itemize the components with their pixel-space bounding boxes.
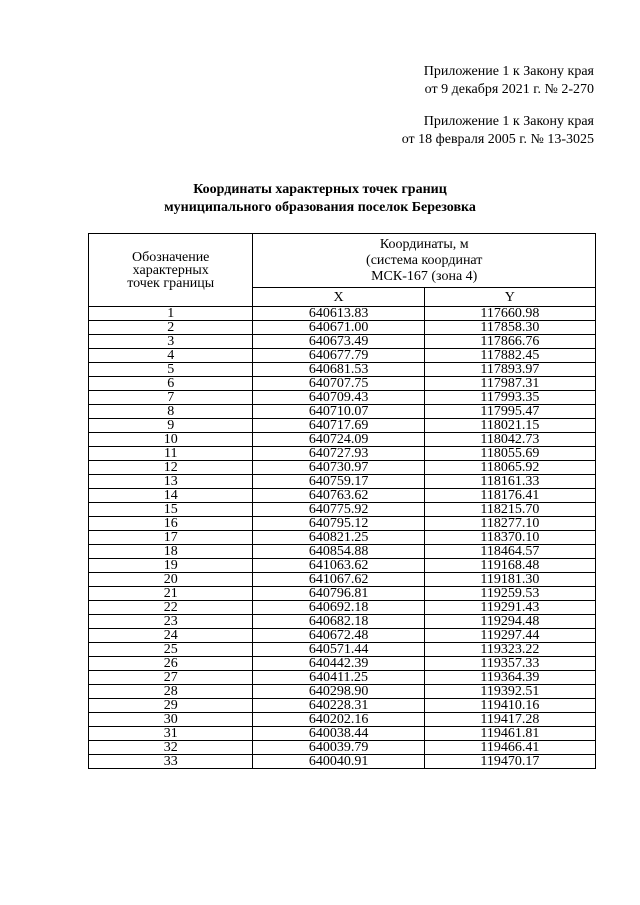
point-designation-header	[89, 234, 253, 307]
table-row	[89, 419, 596, 433]
x-coordinate-cell: 640298.90	[253, 685, 424, 699]
x-coordinate-cell: 640671.00	[253, 321, 424, 335]
x-coordinate-cell: 640763.62	[253, 489, 424, 503]
table-body	[89, 307, 596, 769]
y-coordinate-cell: 119168.48	[424, 559, 595, 573]
point-number-cell: 6	[89, 377, 253, 391]
x-coordinate-cell: 640571.44	[253, 643, 424, 657]
point-number-cell: 31	[89, 727, 253, 741]
table-row	[89, 545, 596, 559]
table-row	[89, 531, 596, 545]
appendix-current-line1: Приложение 1 к Закону края	[423, 64, 594, 79]
table-row	[89, 601, 596, 615]
table-row	[89, 517, 596, 531]
point-number-cell: 16	[89, 517, 253, 531]
y-coordinate-cell: 118464.57	[424, 545, 595, 559]
x-coordinate-cell: 640672.48	[253, 629, 424, 643]
table-row	[89, 657, 596, 671]
point-number-cell: 7	[89, 391, 253, 405]
point-number-cell: 12	[89, 461, 253, 475]
y-coordinate-cell: 118277.10	[424, 517, 595, 531]
y-coordinate-cell: 119357.33	[424, 657, 595, 671]
table-row	[89, 321, 596, 335]
y-coordinate-cell: 117866.76	[424, 335, 595, 349]
point-number-cell: 9	[89, 419, 253, 433]
coordinates-table	[88, 233, 596, 769]
point-number-cell: 2	[89, 321, 253, 335]
y-coordinate-cell: 119364.39	[424, 671, 595, 685]
y-coordinate-cell: 119294.48	[424, 615, 595, 629]
table-row	[89, 713, 596, 727]
y-coordinate-cell: 119259.53	[424, 587, 595, 601]
point-number-cell: 24	[89, 629, 253, 643]
table-row	[89, 349, 596, 363]
point-number-cell: 14	[89, 489, 253, 503]
table-row	[89, 573, 596, 587]
y-coordinate-cell: 117987.31	[424, 377, 595, 391]
y-coordinate-cell: 118042.73	[424, 433, 595, 447]
point-header-line2: характерных	[132, 262, 209, 278]
y-coordinate-cell: 119417.28	[424, 713, 595, 727]
document-title-line1: Координаты характерных точек границ	[193, 182, 447, 197]
point-number-cell: 27	[89, 671, 253, 685]
y-coordinate-cell: 117858.30	[424, 321, 595, 335]
point-number-cell: 21	[89, 587, 253, 601]
y-coordinate-cell: 119291.43	[424, 601, 595, 615]
x-coordinate-cell: 640692.18	[253, 601, 424, 615]
point-number-cell: 5	[89, 363, 253, 377]
x-coordinate-cell: 640730.97	[253, 461, 424, 475]
x-coordinate-cell: 640709.43	[253, 391, 424, 405]
x-coordinate-cell: 640442.39	[253, 657, 424, 671]
y-coordinate-cell: 118161.33	[424, 475, 595, 489]
table-row	[89, 629, 596, 643]
y-coordinate-cell: 119297.44	[424, 629, 595, 643]
x-coordinate-cell: 641067.62	[253, 573, 424, 587]
point-header-line1: Обозначение	[132, 249, 210, 265]
table-row	[89, 363, 596, 377]
x-coordinate-cell: 640040.91	[253, 755, 424, 769]
y-coordinate-cell: 118055.69	[424, 447, 595, 461]
table-row	[89, 433, 596, 447]
y-coordinate-cell: 119466.41	[424, 741, 595, 755]
x-coordinate-cell: 640673.49	[253, 335, 424, 349]
document-title-line2: муниципального образования поселок Березовка	[164, 200, 476, 215]
x-coordinate-cell: 640759.17	[253, 475, 424, 489]
y-coordinate-cell: 119410.16	[424, 699, 595, 713]
appendix-original-line1: Приложение 1 к Закону края	[423, 114, 594, 129]
table-row	[89, 447, 596, 461]
x-coordinate-cell: 640681.53	[253, 363, 424, 377]
table-row	[89, 335, 596, 349]
point-number-cell: 32	[89, 741, 253, 755]
x-coordinate-cell: 640727.93	[253, 447, 424, 461]
y-coordinate-cell: 118021.15	[424, 419, 595, 433]
x-coordinate-cell: 640795.12	[253, 517, 424, 531]
table-row	[89, 559, 596, 573]
y-coordinate-cell: 117995.47	[424, 405, 595, 419]
table-row	[89, 643, 596, 657]
table-row	[89, 503, 596, 517]
y-coordinate-cell: 118215.70	[424, 503, 595, 517]
x-coordinate-cell: 640854.88	[253, 545, 424, 559]
x-coordinate-cell: 640038.44	[253, 727, 424, 741]
x-coordinate-cell: 640202.16	[253, 713, 424, 727]
point-number-cell: 20	[89, 573, 253, 587]
point-number-cell: 1	[89, 307, 253, 321]
y-coordinate-cell: 119181.30	[424, 573, 595, 587]
x-coordinate-cell: 640775.92	[253, 503, 424, 517]
table-row	[89, 727, 596, 741]
x-column-header: X	[253, 288, 424, 307]
x-coordinate-cell: 640039.79	[253, 741, 424, 755]
table-row	[89, 741, 596, 755]
x-coordinate-cell: 640717.69	[253, 419, 424, 433]
point-number-cell: 4	[89, 349, 253, 363]
coords-header-line3: МСК-167 (зона 4)	[371, 268, 478, 284]
point-number-cell: 15	[89, 503, 253, 517]
x-coordinate-cell: 640707.75	[253, 377, 424, 391]
point-number-cell: 28	[89, 685, 253, 699]
table-row	[89, 307, 596, 321]
point-number-cell: 3	[89, 335, 253, 349]
appendix-current-line2: от 9 декабря 2021 г. № 2-270	[424, 82, 594, 97]
y-coordinate-cell: 118176.41	[424, 489, 595, 503]
table-row	[89, 671, 596, 685]
point-number-cell: 17	[89, 531, 253, 545]
coords-header-line2: (система координат	[366, 252, 483, 268]
table-row	[89, 587, 596, 601]
y-coordinate-cell: 119470.17	[424, 755, 595, 769]
table-row	[89, 377, 596, 391]
point-number-cell: 13	[89, 475, 253, 489]
x-coordinate-cell: 641063.62	[253, 559, 424, 573]
table-row	[89, 685, 596, 699]
point-header-line3: точек границы	[127, 275, 215, 291]
table-row	[89, 405, 596, 419]
point-number-cell: 25	[89, 643, 253, 657]
x-coordinate-cell: 640613.83	[253, 307, 424, 321]
table-row	[89, 461, 596, 475]
point-number-cell: 10	[89, 433, 253, 447]
x-coordinate-cell: 640821.25	[253, 531, 424, 545]
table-row	[89, 391, 596, 405]
x-coordinate-cell: 640796.81	[253, 587, 424, 601]
y-coordinate-cell: 117660.98	[424, 307, 595, 321]
point-number-cell: 8	[89, 405, 253, 419]
x-coordinate-cell: 640682.18	[253, 615, 424, 629]
table-row	[89, 699, 596, 713]
x-coordinate-cell: 640677.79	[253, 349, 424, 363]
point-number-cell: 23	[89, 615, 253, 629]
x-coordinate-cell: 640724.09	[253, 433, 424, 447]
x-coordinate-cell: 640710.07	[253, 405, 424, 419]
point-number-cell: 19	[89, 559, 253, 573]
table-row	[89, 489, 596, 503]
point-number-cell: 30	[89, 713, 253, 727]
table-row	[89, 475, 596, 489]
y-coordinate-cell: 118065.92	[424, 461, 595, 475]
point-number-cell: 26	[89, 657, 253, 671]
point-number-cell: 18	[89, 545, 253, 559]
y-coordinate-cell: 119461.81	[424, 727, 595, 741]
y-column-header: Y	[424, 288, 595, 307]
document-title	[0, 181, 640, 217]
point-number-cell: 29	[89, 699, 253, 713]
y-coordinate-cell: 118370.10	[424, 531, 595, 545]
y-coordinate-cell: 119323.22	[424, 643, 595, 657]
coords-header-line1: Координаты, м	[379, 236, 469, 252]
y-coordinate-cell: 117893.97	[424, 363, 595, 377]
y-coordinate-cell: 117882.45	[424, 349, 595, 363]
appendix-note-original	[402, 113, 594, 149]
y-coordinate-cell: 119392.51	[424, 685, 595, 699]
point-number-cell: 11	[89, 447, 253, 461]
appendix-original-line2: от 18 февраля 2005 г. № 13-3025	[401, 132, 594, 147]
y-coordinate-cell: 117993.35	[424, 391, 595, 405]
appendix-note-current	[424, 63, 594, 99]
x-coordinate-cell: 640411.25	[253, 671, 424, 685]
point-number-cell: 33	[89, 755, 253, 769]
coordinates-header	[253, 234, 596, 288]
point-number-cell: 22	[89, 601, 253, 615]
x-coordinate-cell: 640228.31	[253, 699, 424, 713]
table-row	[89, 615, 596, 629]
table-row	[89, 755, 596, 769]
